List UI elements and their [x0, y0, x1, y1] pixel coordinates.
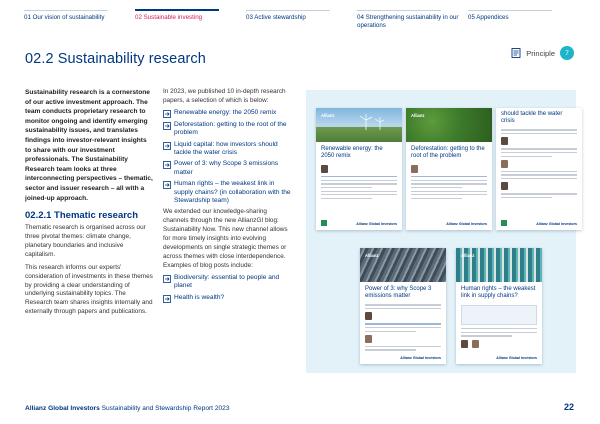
nav-item-sustainable-investing[interactable]: 02 Sustainable investing	[135, 14, 235, 22]
allianz-gi-logo: Allianz Global Investors	[446, 222, 487, 226]
thematic-paragraph: Thematic research is organised across our three pivotal themes: climate change, planetary boundaries and inclusive capitalism.	[25, 224, 146, 258]
section-navigation	[24, 14, 576, 36]
highlight-box	[461, 305, 537, 325]
external-link-icon	[163, 142, 171, 150]
blog-posts-list	[163, 274, 293, 303]
author-photo	[472, 340, 479, 348]
paper-link-label: Power of 3: why Scope 3 emissions matter	[174, 160, 279, 176]
authors	[365, 335, 441, 343]
report-thumbnails-panel	[306, 90, 576, 373]
blog-link-label: Biodiversity: essential to people and planet	[174, 273, 280, 290]
authors	[501, 160, 577, 168]
principle-number-badge: 7	[560, 46, 574, 60]
report-thumbnail-deforestation[interactable]	[406, 108, 492, 230]
badge-icon	[321, 220, 327, 226]
badge-icon	[501, 220, 507, 226]
nav-item-appendices[interactable]: 05 Appendices	[468, 14, 568, 22]
nav-item-active-stewardship[interactable]: 03 Active stewardship	[246, 14, 346, 22]
paper-link-deforestation[interactable]	[163, 121, 293, 138]
allianz-logo: Allianz	[461, 253, 475, 258]
external-link-icon	[163, 275, 171, 283]
external-link-icon	[163, 295, 171, 303]
report-thumbnail-scope-3[interactable]	[360, 248, 446, 364]
report-title: Renewable energy: the 2050 remix	[321, 146, 383, 159]
report-title: should tackle the water crisis	[501, 111, 563, 124]
authors	[411, 165, 487, 173]
authors	[461, 340, 537, 348]
document-icon	[511, 48, 521, 58]
external-link-icon	[163, 161, 171, 169]
report-thumbnail-renewable-energy[interactable]	[316, 108, 402, 230]
author-photo	[365, 335, 372, 343]
intro-column	[25, 88, 153, 321]
highway-image	[360, 248, 446, 282]
nav-item-vision[interactable]: 01 Our vision of sustainability	[24, 14, 124, 22]
allianz-logo: Allianz	[321, 113, 335, 118]
blog-paragraph: We extended our knowledge-sharing channels through the new AllianzGI blog: Sustainability Now. This new channel allows for more timely insights into evolving developments on single strategic themes or across themes with close interdependence. Examples of blog posts include:	[163, 208, 288, 269]
author-photo	[411, 165, 418, 173]
paper-link-liquid-capital[interactable]	[163, 141, 293, 158]
author-photo	[501, 182, 508, 190]
blog-link-label: Health is wealth?	[174, 293, 225, 301]
principle-link[interactable]	[511, 46, 574, 60]
allianz-logo: Allianz	[365, 253, 379, 258]
papers-intro: In 2023, we published 10 in-depth research papers, a selection of which is below:	[163, 88, 286, 104]
authors	[365, 312, 441, 320]
author-photo	[461, 340, 468, 348]
footer-report-name: Sustainability and Stewardship Report 2023	[101, 405, 230, 412]
external-link-icon	[163, 110, 171, 118]
paper-link-scope-3[interactable]	[163, 160, 293, 177]
allianz-gi-logo: Allianz Global Investors	[496, 356, 537, 360]
blog-link-biodiversity[interactable]	[163, 274, 293, 291]
blog-link-health-wealth[interactable]	[163, 294, 293, 303]
allianz-logo: Allianz	[411, 113, 425, 118]
paper-link-label: Deforestation: getting to the root of the problem	[174, 120, 287, 137]
report-title: Deforestation: getting to the root of the problem	[411, 146, 485, 159]
footer-report-title	[25, 405, 230, 412]
author-photo	[501, 160, 508, 168]
authors	[321, 165, 397, 173]
author-photo	[365, 312, 372, 320]
forest-image	[406, 108, 492, 142]
authors	[501, 137, 577, 145]
page-title: 02.2 Sustainability research	[25, 51, 206, 67]
author-photo	[321, 165, 328, 173]
report-title: Human rights – the weakest link in supply chains?	[461, 286, 536, 299]
factory-workers-image	[456, 248, 542, 282]
paper-link-label: Renewable energy: the 2050 remix	[174, 108, 277, 116]
allianz-gi-logo: Allianz Global Investors	[536, 222, 577, 226]
paper-link-label: Human rights – the weakest link in supply chains? (in collaboration with the Stewardship team)	[174, 180, 291, 205]
nav-item-operations[interactable]: 04 Strengthening sustainability in our operations	[357, 14, 461, 29]
thematic-research-heading: 02.2.1 Thematic research	[25, 210, 139, 222]
papers-column	[163, 88, 293, 306]
external-link-icon	[163, 122, 171, 130]
allianz-gi-logo: Allianz Global Investors	[356, 222, 397, 226]
authors	[501, 182, 577, 190]
lead-paragraph: Sustainability research is a cornerstone of our active investment approach. The team conducts proprietary research to monitor ongoing and identify emerging sustainability issues, and translates findings into investor-relevant insights to share with our investment professionals. The Sustainability Research team looks at three interconnecting perspectives – thematic, sector and issuer research – all with a joined-up approach.	[25, 89, 153, 202]
author-photo	[501, 137, 508, 145]
papers-list	[163, 109, 293, 206]
wind-turbines-image	[316, 108, 402, 142]
external-link-icon	[163, 181, 171, 189]
paper-link-label: Liquid capital: how investors should tackle the water crisis	[174, 140, 278, 157]
paper-link-human-rights[interactable]	[163, 180, 293, 205]
wind-turbine-icon	[356, 114, 386, 130]
principle-label: Principle	[526, 48, 555, 58]
paper-link-renewable-energy[interactable]	[163, 109, 293, 118]
footer-brand: Allianz Global Investors	[25, 405, 100, 412]
page-number: 22	[563, 402, 574, 412]
report-title: Power of 3: why Scope 3 emissions matter	[365, 286, 432, 299]
allianz-gi-logo: Allianz Global Investors	[400, 356, 441, 360]
report-thumbnail-human-rights[interactable]	[456, 248, 542, 364]
research-informs-paragraph: This research informs our experts' consideration of investments in these themes by providing a clear understanding of underlying sustainability topics. The Research team shares insights internally and externally through papers and publications.	[25, 263, 153, 316]
report-thumbnail-water-crisis[interactable]	[496, 108, 582, 230]
